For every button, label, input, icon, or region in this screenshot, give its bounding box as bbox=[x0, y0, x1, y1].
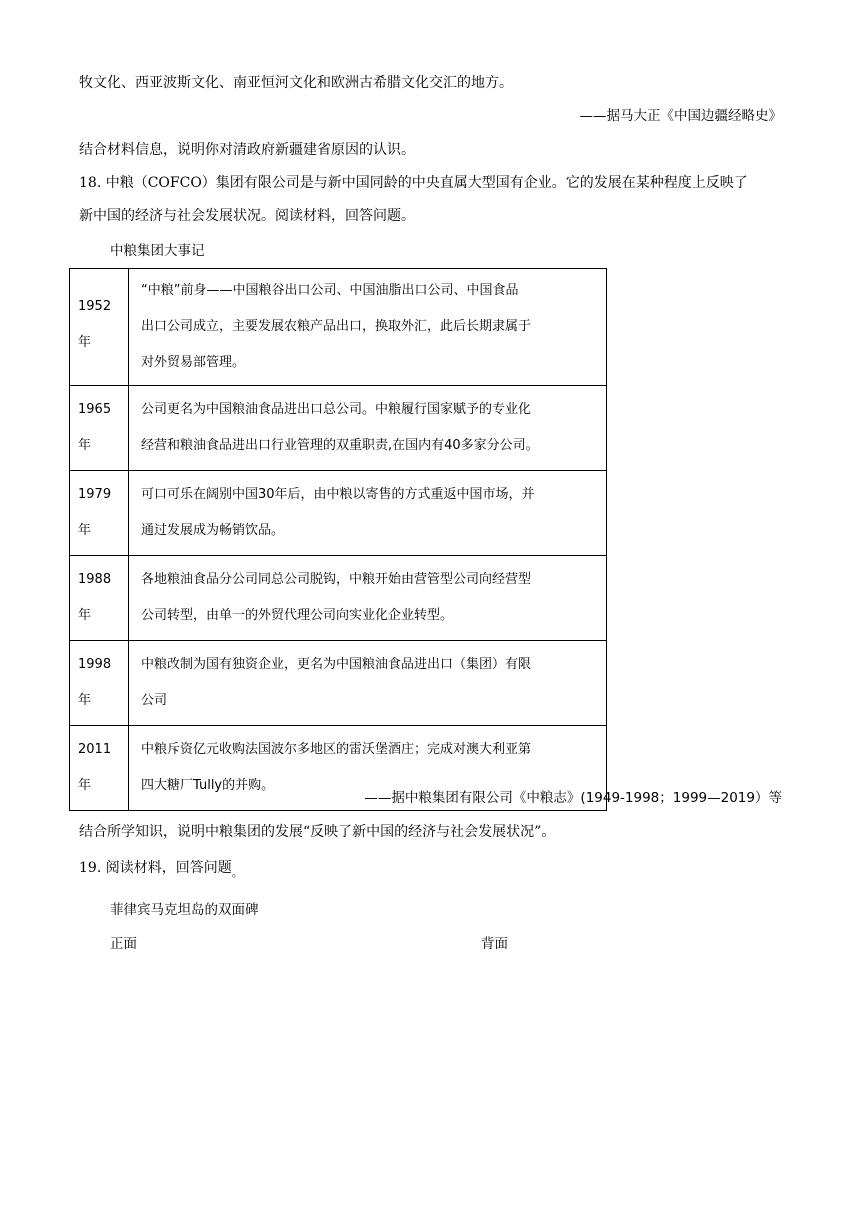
event-description: 可口可乐在阔别中国30年后，由中粮以寄售的方式重返中国市场，并 通过发展成为畅销饮品。 bbox=[129, 471, 607, 556]
q17-prompt: 结合材料信息，说明你对清政府新疆建省原因的认识。 bbox=[79, 142, 415, 158]
table-row bbox=[70, 556, 607, 641]
event-year: 2011 年 bbox=[70, 726, 129, 811]
table-row bbox=[70, 641, 607, 726]
q18-prompt: 结合所学知识，说明中粮集团的发展“反映了新中国的经济与社会发展状况”。 bbox=[79, 824, 556, 840]
event-description: “中粮”前身——中国粮谷出口公司、中国油脂出口公司、中国食品 出口公司成立，主要发展农粮产品出口，换取外汇，此后长期隶属于 对外贸易部管理。 bbox=[129, 269, 607, 386]
event-description: 公司更名为中国粮油食品进出口总公司。中粮履行国家赋予的专业化 经营和粮油食品进出口行业管理的双重职责,在国内有40多家分公司。 bbox=[129, 386, 607, 471]
events-table bbox=[69, 268, 607, 811]
table-row bbox=[70, 269, 607, 386]
table-row bbox=[70, 471, 607, 556]
event-description: 中粮改制为国有独资企业，更名为中国粮油食品进出口（集团）有限 公司 bbox=[129, 641, 607, 726]
table-row bbox=[70, 386, 607, 471]
event-year: 1988 年 bbox=[70, 556, 129, 641]
intro-tail-text: 牧文化、西亚波斯文化、南亚恒河文化和欧洲古希腊文化交汇的地方。 bbox=[79, 75, 513, 91]
event-year: 1998 年 bbox=[70, 641, 129, 726]
table-title: 中粮集团大事记 bbox=[110, 243, 205, 259]
table-source: ——据中粮集团有限公司《中粮志》(1949-1998；1999—2019）等 bbox=[364, 790, 782, 806]
event-year: 1979 年 bbox=[70, 471, 129, 556]
event-description: 各地粮油食品分公司同总公司脱钩，中粮开始由营管型公司向经营型 公司转型，由单一的外贸代理公司向实业化企业转型。 bbox=[129, 556, 607, 641]
front-label: 正面 bbox=[110, 936, 137, 952]
intro-source: ——据马大正《中国边疆经略史》 bbox=[579, 108, 782, 124]
event-year: 1965 年 bbox=[70, 386, 129, 471]
back-label: 背面 bbox=[481, 936, 508, 952]
q18-stem-line2: 新中国的经济与社会发展状况。阅读材料，回答问题。 bbox=[79, 208, 415, 224]
q19-stem: 19. 阅读材料，回答问题$_。$ bbox=[79, 860, 243, 879]
q19-subtitle: 菲律宾马克坦岛的双面碑 bbox=[110, 902, 259, 918]
event-year: 1952 年 bbox=[70, 269, 129, 386]
event-description: 中粮斥资亿元收购法国波尔多地区的雷沃堡酒庄；完成对澳大利亚第 四大糖厂Tully的并购。 bbox=[129, 726, 607, 811]
q18-stem-line1: 18. 中粮（COFCO）集团有限公司是与新中国同龄的中央直属大型国有企业。它的发展在某种程度上反映了 bbox=[79, 175, 748, 191]
